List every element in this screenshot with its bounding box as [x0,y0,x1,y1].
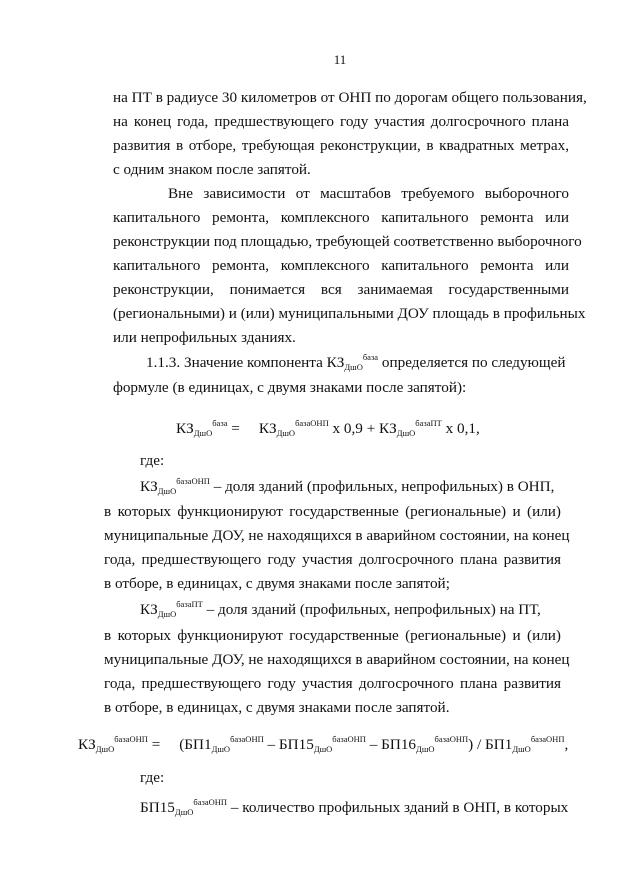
definition-2-line-5: в отборе, в единицах, с двумя знаками после запятой. [104,699,450,716]
definition-2-line-1: $КЗ_{ДшО}^{базаПТ}$ – доля зданий (профильных, непрофильных) на ПТ, [140,599,541,619]
definition-1-line-4: года, предшествующего году участия долгосрочного плана развития [104,551,561,568]
paragraph-2-line-2: капитального ремонта, комплексного капитального ремонта или [113,209,569,226]
definition-1-line-1: $КЗ_{ДшО}^{базаОНП}$ – доля зданий (профильных, непрофильных) в ОНП, [140,476,555,496]
paragraph-1-line-4: с одним знаком после запятой. [113,161,311,178]
paragraph-2-line-5: реконструкции, понимается вся занимаемая государственными [113,281,569,298]
paragraph-1-line-3: развития в отборе, требующая реконструкции, в квадратных метрах, [113,137,569,154]
paragraph-2-line-7: или непрофильных зданиях. [113,329,296,346]
definition-2-line-2: в которых функционируют государственные (региональные) и (или) [104,627,561,644]
paragraph-1-line-1: на ПТ в радиусе 30 километров от ОНП по дорогам общего пользования, [113,89,587,106]
definition-1-line-2: в которых функционируют государственные (региональные) и (или) [104,503,561,520]
definition-2-line-4: года, предшествующего году участия долгосрочного плана развития [104,675,561,692]
page-number: 11 [333,52,347,67]
paragraph-2-line-1: Вне зависимости от масштабов требуемого выборочного [168,185,569,202]
where-label-2: где: [140,769,165,786]
definition-1-line-3: муниципальные ДОУ, не находящихся в аварийном состоянии, на конец [104,527,570,544]
definition-1-line-5: в отборе, в единицах, с двумя знаками после запятой; [104,575,450,592]
paragraph-2-line-3: реконструкции под площадью, требующей соответственно выборочного [113,233,582,250]
where-label-1: где: [140,452,165,469]
item-113-line-2: формуле (в единицах, с двумя знаками после запятой): [113,379,467,396]
paragraph-1-line-2: на конец года, предшествующего году участия долгосрочного плана [113,113,569,130]
item-113-line-1: 1.1.3. Значение компонента $КЗ_{ДшО}^{база}$ определяется по следующей [146,352,566,372]
definition-3-line-1: $БП15_{ДшО}^{базаОНП}$ – количество профильных зданий в ОНП, в которых [140,797,569,817]
formula-1: $КЗ_{ДшО}^{база}$ = $КЗ_{ДшО}^{базаОНП}$ х $0,9 + КЗ_{ДшО}^{базаПТ}$ х 0,1, [176,418,480,438]
definition-2-line-3: муниципальные ДОУ, не находящихся в аварийном состоянии, на конец [104,651,570,668]
paragraph-2-line-4: капитального ремонта, комплексного капитального ремонта или [113,257,569,274]
paragraph-2-line-6: (региональными) и (или) муниципальными ДОУ площадь в профильных [113,305,586,322]
formula-2: $КЗ_{ДшО}^{базаОНП}$ = $(БП1_{ДшО}^{базаОНП} - БП15_{ДшО}^{базаОНП} - БП16_{ДшО}^{базаОНП}) / БП1_{ДшО}^{базаОНП}$, [78,734,569,754]
